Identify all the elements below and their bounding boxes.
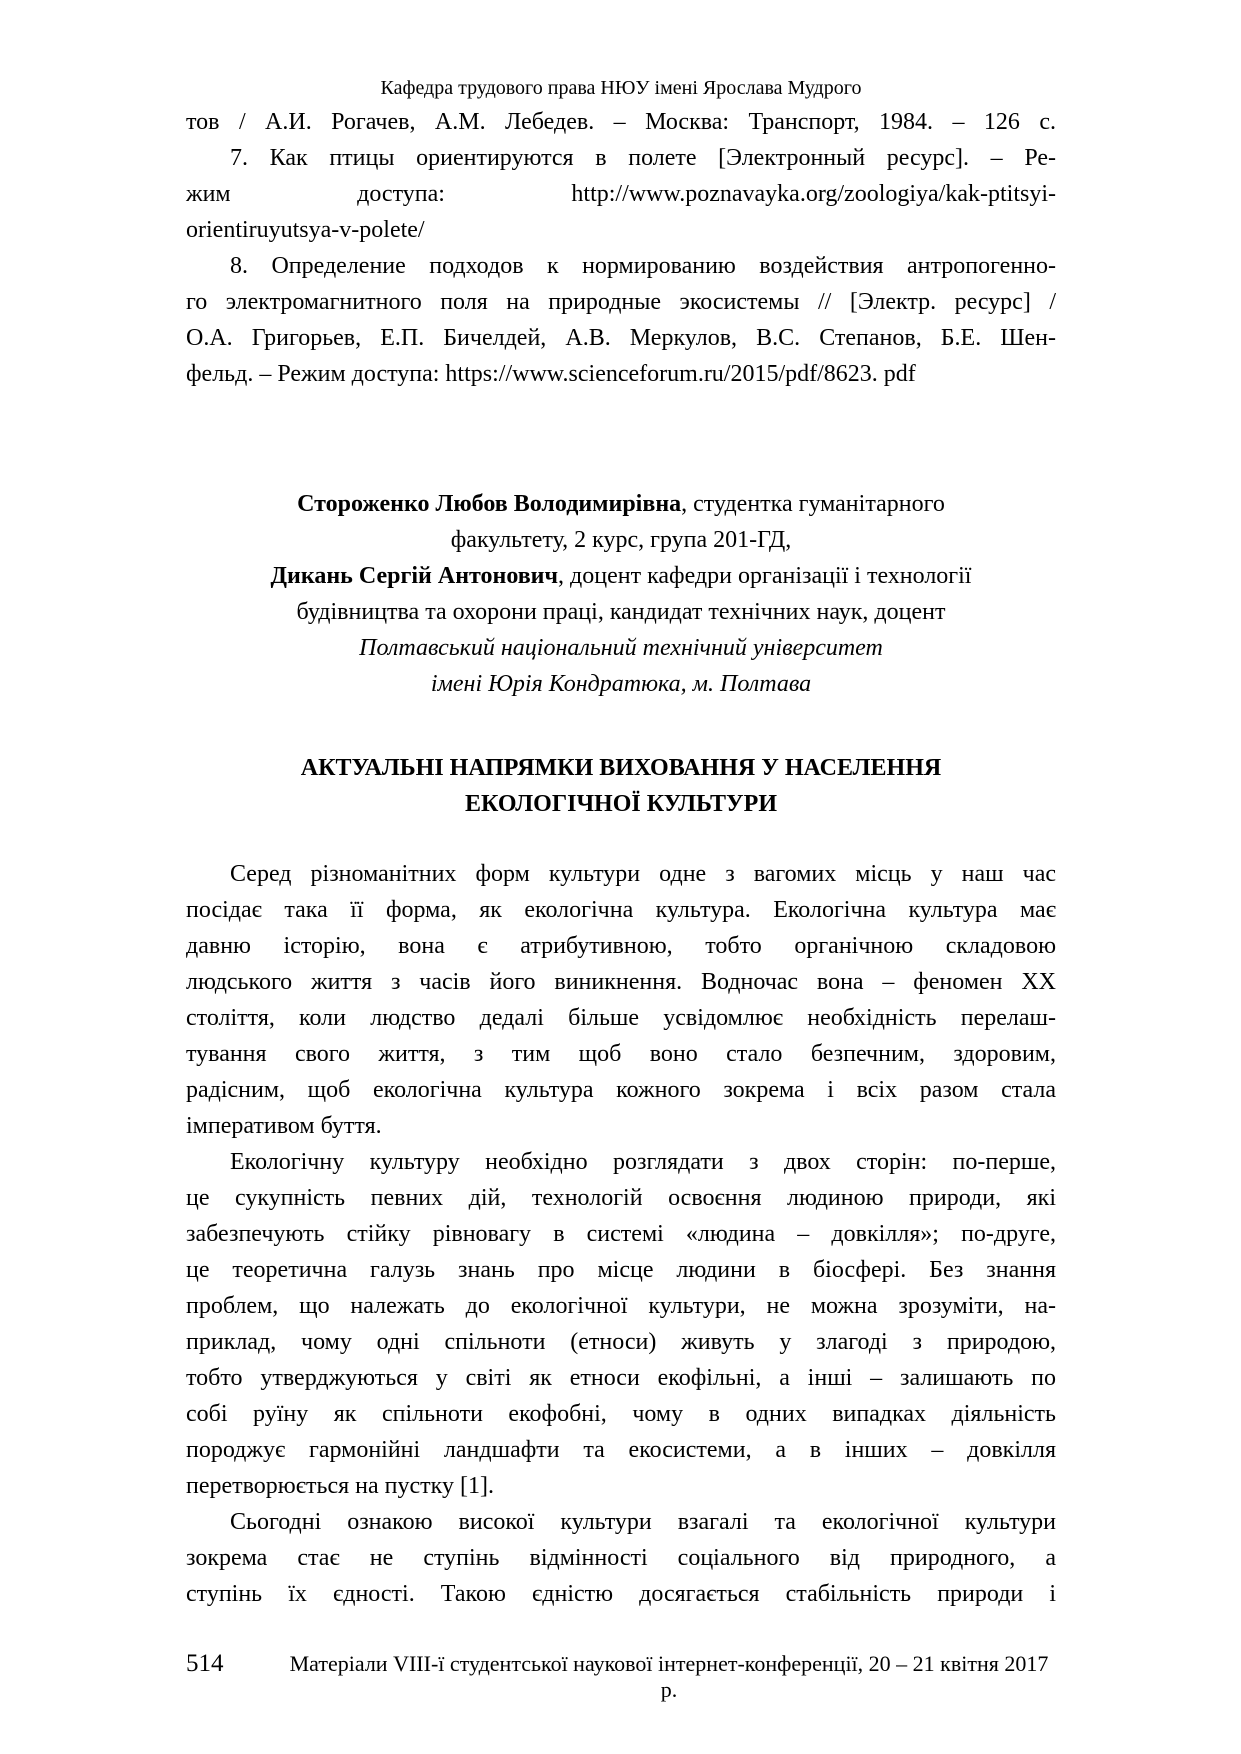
body-line: тування свого життя, з тим щоб воно стало безпечним, здоровим,: [186, 1041, 1056, 1067]
author-affiliation: , студентка гуманітарного: [681, 491, 945, 517]
author-name: Стороженко Любов Володимирівна: [297, 491, 682, 517]
body-line: забезпечують стійку рівновагу в системі «людина – довкілля»; по-друге,: [186, 1221, 1056, 1247]
authors-block: [186, 486, 1056, 702]
author-line: факультету, 2 курс, група 201-ГД,: [450, 527, 792, 553]
body-line: Серед різноманітних форм культури одне з вагомих місць у наш час: [230, 861, 1056, 887]
paragraph: [186, 1144, 1056, 1504]
reference-line: 8. Определение подходов к нормированию воздействия антропогенно-: [230, 253, 1056, 279]
page-footer: [186, 1650, 1056, 1703]
article-title-line: АКТУАЛЬНІ НАПРЯМКИ ВИХОВАННЯ У НАСЕЛЕННЯ: [300, 755, 942, 781]
reference-line: orientiruyutsya-v-polete/: [186, 217, 425, 243]
body-line: зокрема стає не ступінь відмінності соціального від природного, а: [186, 1545, 1056, 1571]
body-line: давню історію, вона є атрибутивною, тобто органічною складовою: [186, 933, 1056, 959]
reference-line: тов / А.И. Рогачев, А.М. Лебедев. – Москва: Транспорт, 1984. – 126 с.: [186, 109, 1056, 135]
author-name: Дикань Сергій Антонович: [270, 563, 559, 589]
body-line: Сьогодні ознакою високої культури взагалі та екологічної культури: [230, 1509, 1056, 1535]
body-line: тобто утверджуються у світі як етноси екофільні, а інші – залишають по: [186, 1365, 1056, 1391]
references-section: [186, 104, 1056, 392]
body-line: проблем, що належать до екологічної культури, не можна зрозуміти, на-: [186, 1293, 1056, 1319]
reference-line: фельд. – Режим доступа: https://www.scienceforum.ru/2015/pdf/8623. pdf: [186, 361, 916, 387]
body-line: імперативом буття.: [186, 1113, 382, 1139]
article-title: [186, 750, 1056, 822]
footer-text: Матеріали VIII-ї студентської наукової інтернет-конференції, 20 – 21 квітня 2017 р.: [289, 1651, 1049, 1702]
author-line: [186, 486, 1056, 522]
body-line: століття, коли людство дедалі більше усвідомлює необхідність перелаш-: [186, 1005, 1056, 1031]
body-line: перетворюється на пустку [1].: [186, 1473, 494, 1499]
body-line: людського життя з часів його виникнення. Водночас вона – феномен ХХ: [186, 969, 1056, 995]
body-line: породжує гармонійні ландшафти та екосистеми, а в інших – довкілля: [186, 1437, 1056, 1463]
running-header: Кафедра трудового права НЮУ імені Ярослава Мудрого: [380, 77, 862, 99]
body-line: Екологічну культуру необхідно розглядати з двох сторін: по-перше,: [230, 1149, 1056, 1175]
body-line: собі руїну як спільноти екофобні, чому в одних випадках діяльність: [186, 1401, 1056, 1427]
reference-line: жим доступа: http://www.poznavayka.org/zoologiya/kak-ptitsyi-: [186, 181, 1056, 207]
body-line: радісним, щоб екологічна культура кожного зокрема і всіх разом стала: [186, 1077, 1056, 1103]
body-line: посідає така її форма, як екологічна культура. Екологічна культура має: [186, 897, 1056, 923]
author-line: будівництва та охорони праці, кандидат технічних наук, доцент: [296, 599, 946, 625]
article-title-line: ЕКОЛОГІЧНОЇ КУЛЬТУРИ: [465, 791, 777, 817]
body-line: це сукупність певних дій, технологій освоєння людиною природи, які: [186, 1185, 1056, 1211]
page-number: 514: [186, 1650, 224, 1677]
university-line: Полтавський національний технічний університет: [359, 635, 883, 661]
body-line: приклад, чому одні спільноти (етноси) живуть у злагоді з природою,: [186, 1329, 1056, 1355]
page-content: [186, 104, 1056, 1612]
author-affiliation: , доцент кафедри організації і технології: [558, 563, 972, 589]
paragraph: [186, 1504, 1056, 1612]
author-line: [186, 558, 1056, 594]
body-line: це теоретична галузь знань про місце людини в біосфері. Без знання: [186, 1257, 1056, 1283]
reference-line: 7. Как птицы ориентируются в полете [Электронный ресурс]. – Ре-: [230, 145, 1056, 171]
article-body: [186, 856, 1056, 1612]
body-line: ступінь їх єдності. Такою єдністю досягається стабільність природи і: [186, 1581, 1056, 1607]
paragraph: [186, 856, 1056, 1144]
university-line: імені Юрія Кондратюка, м. Полтава: [430, 671, 812, 697]
reference-line: го электромагнитного поля на природные экосистемы // [Электр. ресурс] /: [186, 289, 1056, 315]
reference-line: О.А. Григорьев, Е.П. Бичелдей, А.В. Меркулов, В.С. Степанов, Б.Е. Шен-: [186, 325, 1056, 351]
